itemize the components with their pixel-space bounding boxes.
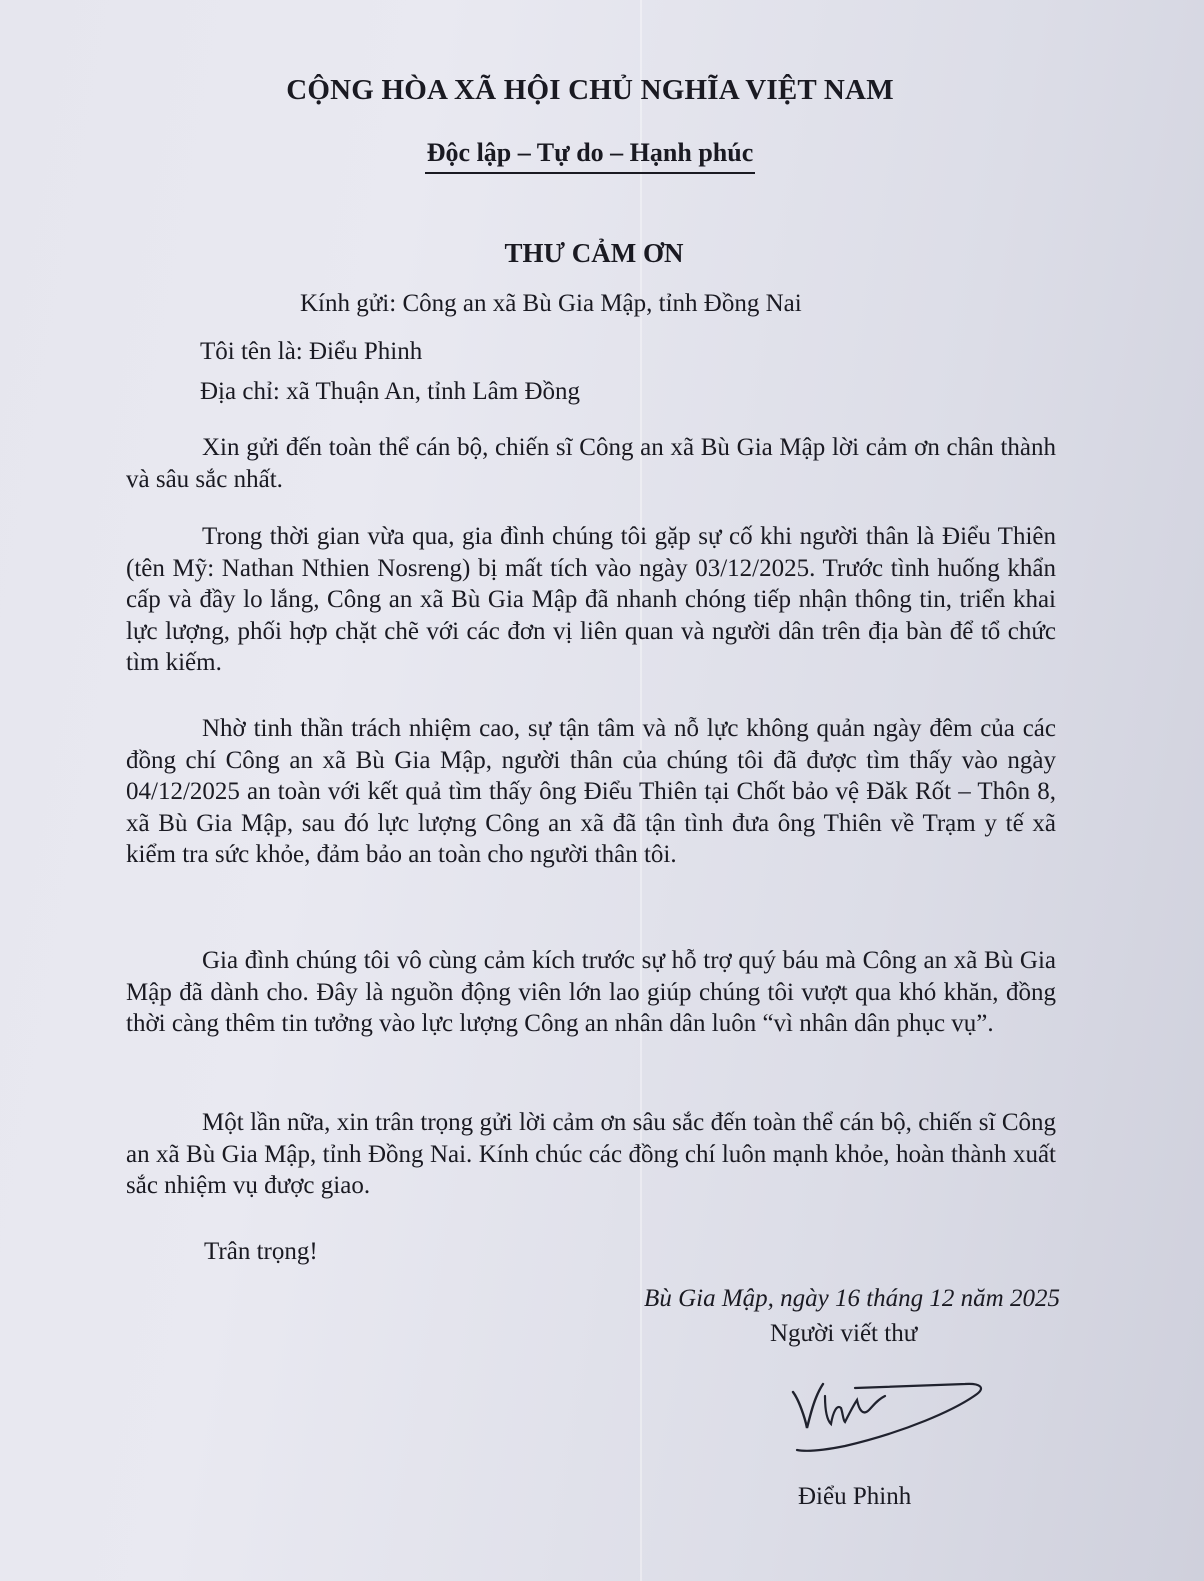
signer-name: Điểu Phinh bbox=[798, 1483, 912, 1510]
place-date: Bù Gia Mập, ngày 16 tháng 12 năm 2025 bbox=[644, 1285, 1060, 1312]
handwritten-signature bbox=[785, 1370, 995, 1460]
paragraph: Xin gửi đến toàn thể cán bộ, chiến sĩ Công an xã Bù Gia Mập lời cảm ơn chân thành và sâu sắc nhất. bbox=[126, 434, 1056, 493]
letter-title: THƯ CẢM ƠN bbox=[504, 238, 684, 268]
paragraph: Gia đình chúng tôi vô cùng cảm kích trước sự hỗ trợ quý báu mà Công an xã Bù Gia Mập đã dành cho. Đây là nguồn động viên lớn lao giúp chúng tôi vượt qua khó khăn, đồng thời càng thêm tin tưởng vào lực lượng Công an nhân dân luôn “vì nhân dân phục vụ”. bbox=[126, 947, 1056, 1037]
writer-label: Người viết thư bbox=[770, 1320, 918, 1347]
national-motto: Độc lập – Tự do – Hạnh phúc bbox=[425, 138, 756, 174]
recipient-line: Kính gửi: Công an xã Bù Gia Mập, tỉnh Đồng Nai bbox=[300, 290, 802, 317]
national-title: CỘNG HÒA XÃ HỘI CHỦ NGHĨA VIỆT NAM bbox=[286, 74, 894, 106]
paragraph: Nhờ tinh thần trách nhiệm cao, sự tận tâm và nỗ lực không quản ngày đêm của các đồng chí Công an xã Bù Gia Mập, người thân của chúng tôi đã được tìm thấy vào ngày 04/12/2025 an toàn với kết quả tìm thấy ông Điểu Thiên tại Chốt bảo vệ Đăk Rốt – Thôn 8, xã Bù Gia Mập, sau đó lực lượng Công an xã đã tận tình đưa ông Thiên về Trạm y tế xã kiểm tra sức khỏe, đảm bảo an toàn cho người thân tôi. bbox=[126, 715, 1056, 868]
motto-container bbox=[0, 138, 1180, 174]
closing-salutation: Trân trọng! bbox=[204, 1238, 318, 1265]
sender-name: Tôi tên là: Điểu Phinh bbox=[200, 338, 423, 365]
paragraph: Trong thời gian vừa qua, gia đình chúng tôi gặp sự cố khi người thân là Điểu Thiên (tên Mỹ: Nathan Nthien Nosreng) bị mất tích vào ngày 03/12/2025. Trước tình huống khẩn cấp và đầy lo lắng, Công an xã Bù Gia Mập đã nhanh chóng tiếp nhận thông tin, triển khai lực lượng, phối hợp chặt chẽ với các đơn vị liên quan và người dân trên địa bàn để tổ chức tìm kiếm. bbox=[126, 523, 1056, 676]
sender-address: Địa chỉ: xã Thuận An, tỉnh Lâm Đồng bbox=[200, 378, 581, 405]
paragraph: Một lần nữa, xin trân trọng gửi lời cảm ơn sâu sắc đến toàn thể cán bộ, chiến sĩ Công an xã Bù Gia Mập, tỉnh Đồng Nai. Kính chúc các đồng chí luôn mạnh khỏe, hoàn thành xuất sắc nhiệm vụ được giao. bbox=[126, 1109, 1056, 1199]
